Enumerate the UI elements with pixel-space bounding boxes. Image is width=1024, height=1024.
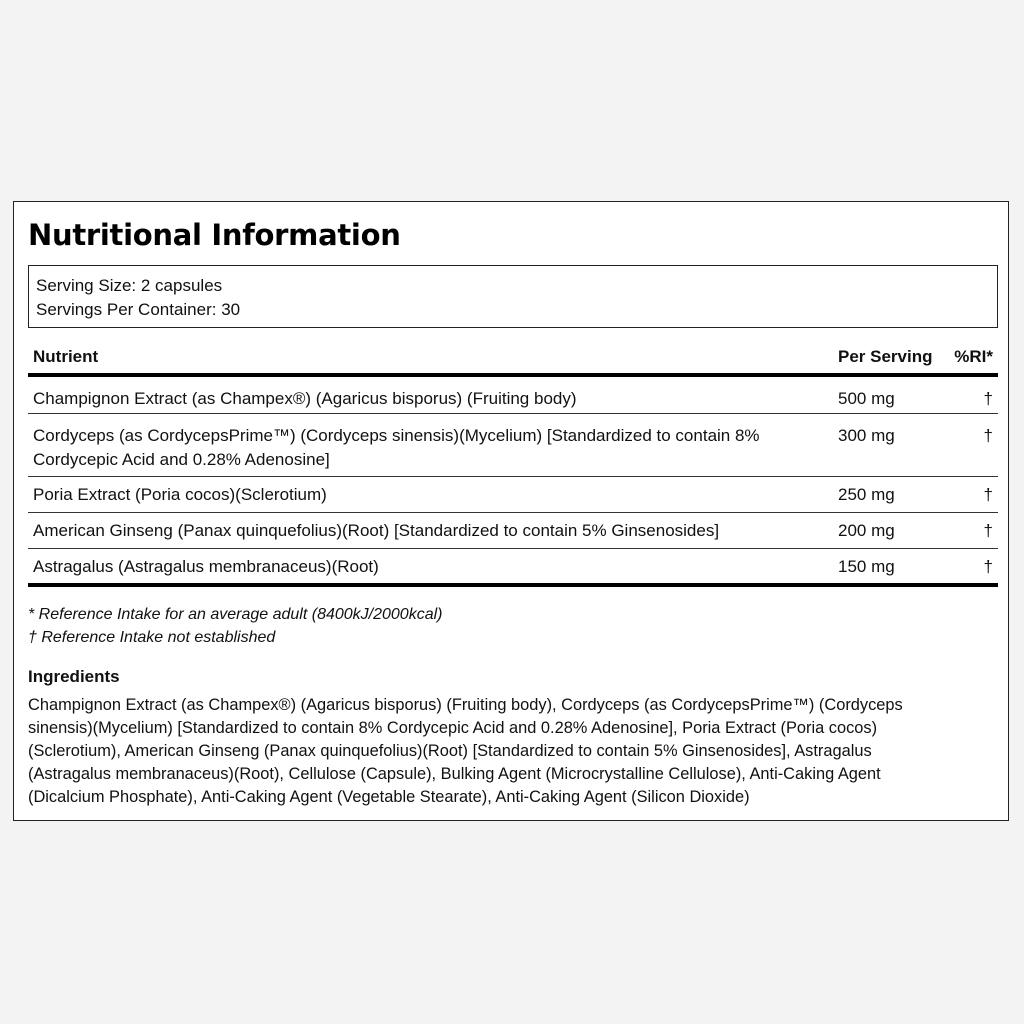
header-per-serving: Per Serving	[838, 347, 933, 366]
table-row	[28, 477, 998, 513]
nutrient-ri: †	[983, 426, 993, 445]
panel-title: Nutritional Information	[28, 218, 401, 252]
footnote-dagger: † Reference Intake not established	[28, 629, 276, 646]
nutrient-name: American Ginseng (Panax quinquefolius)(Root) [Standardized to contain 5% Ginsenosides]	[33, 521, 720, 540]
nutrient-amount: 500 mg	[838, 389, 895, 408]
nutrient-ri: †	[983, 485, 993, 504]
table-row	[28, 377, 998, 414]
nutrient-ri: †	[983, 557, 993, 576]
header-ri: %RI*	[954, 347, 993, 366]
nutrient-name: Champignon Extract (as Champex®) (Agaricus bisporus) (Fruiting body)	[33, 389, 577, 408]
nutrient-ri: †	[983, 389, 993, 408]
nutrient-ri: †	[983, 521, 993, 540]
nutrient-amount: 250 mg	[838, 485, 895, 504]
footnote-ri: * Reference Intake for an average adult (8400kJ/2000kcal)	[28, 606, 443, 623]
ingredients-heading: Ingredients	[28, 667, 120, 686]
serving-size: Serving Size: 2 capsules	[36, 276, 223, 295]
nutrient-name: Cordyceps (as CordycepsPrime™) (Cordyceps sinensis)(Mycelium) [Standardized to contain 8% Cordycepic Acid and 0.28% Adenosine]	[33, 426, 760, 469]
nutrient-amount: 150 mg	[838, 557, 895, 576]
nutrient-amount: 300 mg	[838, 426, 895, 445]
serving-info-box	[28, 265, 998, 328]
nutrient-amount: 200 mg	[838, 521, 895, 540]
table-row	[28, 513, 998, 549]
table-header	[28, 342, 998, 377]
nutrient-table	[28, 342, 998, 587]
servings-per-container: Servings Per Container: 30	[36, 300, 241, 319]
nutrient-name: Poria Extract (Poria cocos)(Sclerotium)	[33, 485, 327, 504]
footnotes	[28, 603, 442, 649]
header-nutrient: Nutrient	[33, 347, 99, 366]
table-row	[28, 549, 998, 587]
table-row	[28, 414, 998, 477]
nutrient-name: Astragalus (Astragalus membranaceus)(Root)	[33, 557, 379, 576]
nutrition-panel	[13, 201, 1009, 821]
ingredients-list: Champignon Extract (as Champex®) (Agaricus bisporus) (Fruiting body), Cordyceps (as CordycepsPrime™) (Cordyceps sinensis)(Mycelium) [Standardized to contain 8% Cordycepic Acid and 0.28% Adenosine], Poria Extract (Poria cocos)(Sclerotium), American Ginseng (Panax quinquefolius)(Root) [Standardized to contain 5% Ginsenosides], Astragalus (Astragalus membranaceus)(Root), Cellulose (Capsule), Bulking Agent (Microcrystalline Cellulose), Anti-Caking Agent (Dicalcium Phosphate), Anti-Caking Agent (Vegetable Stearate), Anti-Caking Agent (Silicon Dioxide)	[28, 696, 903, 806]
